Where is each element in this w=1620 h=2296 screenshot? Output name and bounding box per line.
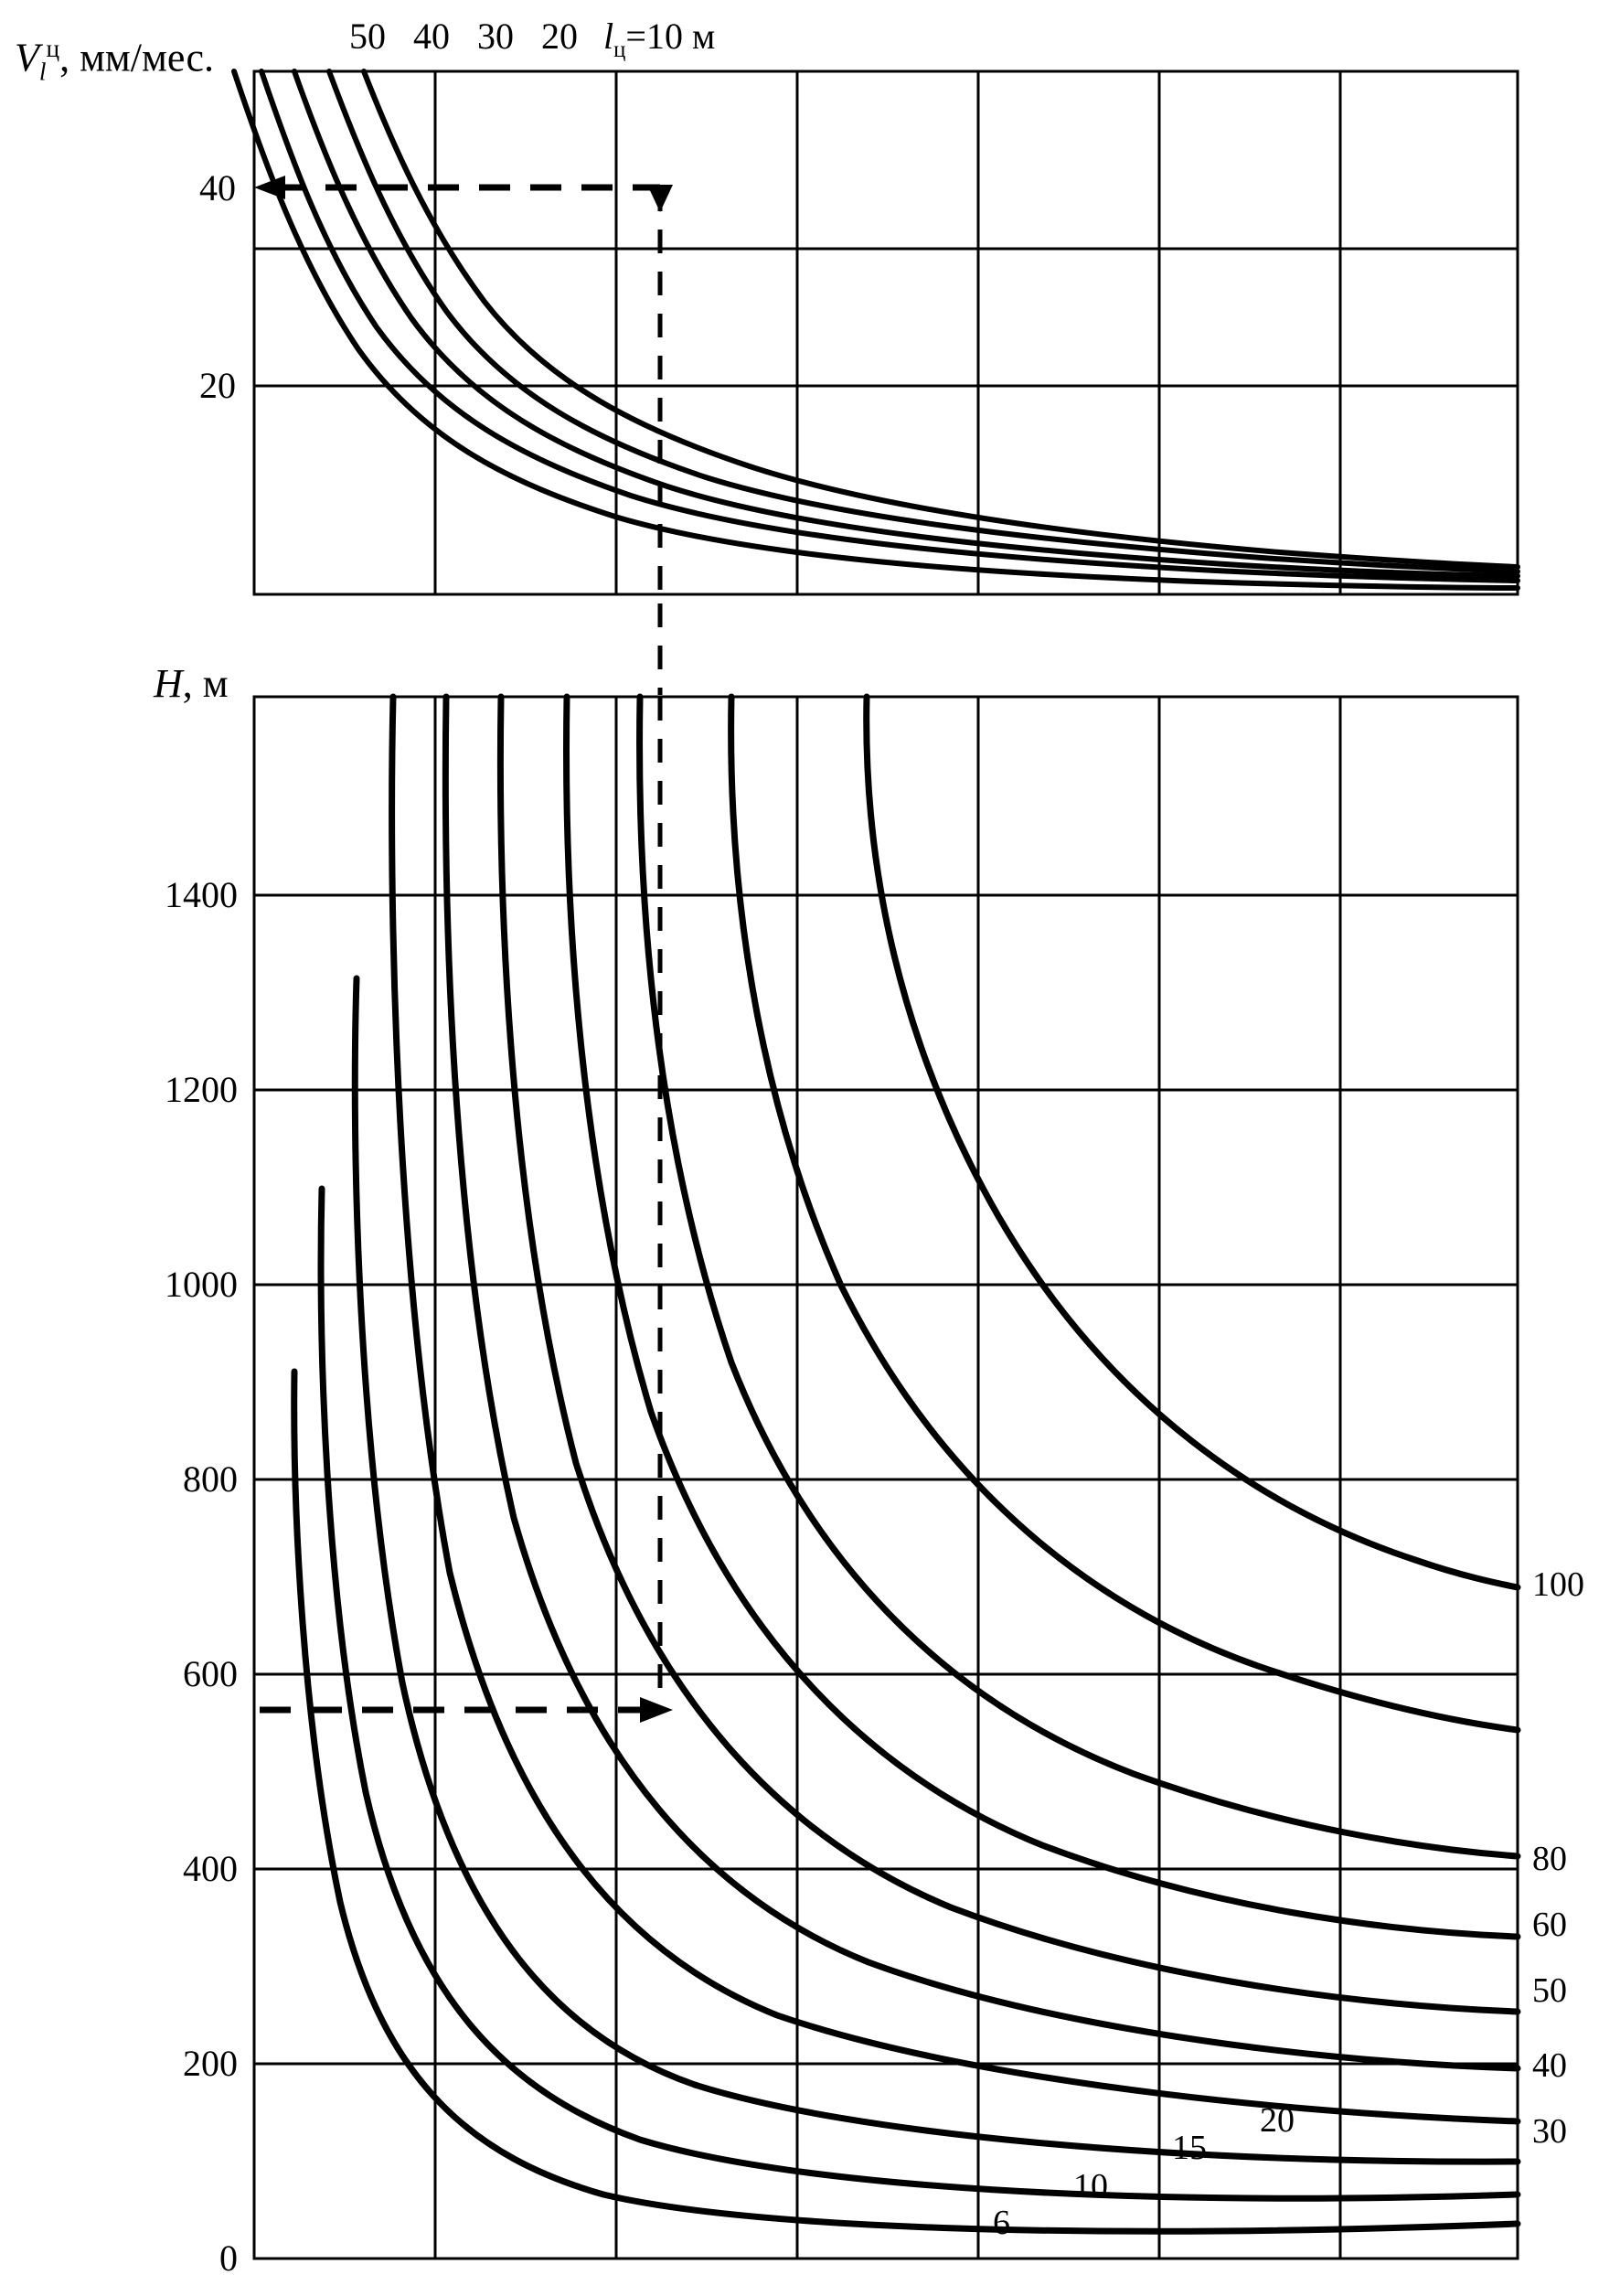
top-curve-label-20: 20 [541, 16, 578, 57]
bottom-curve-label-80: 80 [1532, 1840, 1567, 1878]
v-superscript: ц [46, 35, 60, 62]
bottom-y-tick-1200: 1200 [165, 1069, 238, 1110]
top-curve-label-50: 50 [349, 16, 386, 57]
bottom-panel-y-axis-title [154, 661, 229, 706]
bottom-curve-label-15: 15 [1172, 2129, 1207, 2167]
bottom-curve-label-40: 40 [1532, 2046, 1567, 2085]
bottom-curve-label-50: 50 [1532, 1971, 1567, 2010]
bottom-y-tick-800: 800 [183, 1458, 238, 1500]
top-curve-label-30: 30 [477, 16, 514, 57]
v-subscript: l [38, 58, 47, 86]
bottom-curve-label-6: 6 [993, 2204, 1010, 2242]
h-symbol: H [154, 661, 183, 706]
bottom-curve-label-30: 30 [1532, 2112, 1567, 2151]
top-curve-label-40: 40 [413, 16, 450, 57]
bottom-curve-label-20: 20 [1260, 2101, 1295, 2140]
lc-subscript: ц [613, 37, 626, 62]
top-panel-curves [234, 71, 1518, 588]
lc-symbol: l [603, 16, 614, 57]
top-panel-y-axis-title [15, 37, 214, 85]
bottom-curve-label-100: 100 [1532, 1565, 1584, 1604]
bottom-y-tick-600: 600 [183, 1653, 238, 1694]
bottom-panel-curves [294, 697, 1518, 2231]
lc-rest: =10 м [625, 16, 716, 57]
bottom-curve-label-60: 60 [1532, 1906, 1567, 1944]
top-y-tick-20: 20 [199, 365, 236, 406]
bottom-y-tick-200: 200 [183, 2043, 238, 2084]
bottom-y-tick-1400: 1400 [165, 874, 238, 915]
v-units: , мм/мес. [59, 35, 214, 80]
top-panel-guide-arrow-down [647, 185, 673, 212]
h-units: , м [182, 661, 229, 706]
top-y-tick-40: 40 [199, 167, 236, 208]
v-symbol: V [15, 35, 39, 80]
bottom-panel-guide-arrow-right [640, 1697, 673, 1723]
top-curve-label-10 [603, 18, 715, 62]
bottom-y-tick-400: 400 [183, 1848, 238, 1889]
bottom-y-tick-0: 0 [219, 2237, 238, 2279]
bottom-curve-label-10: 10 [1073, 2167, 1108, 2205]
bottom-y-tick-1000: 1000 [165, 1264, 238, 1305]
